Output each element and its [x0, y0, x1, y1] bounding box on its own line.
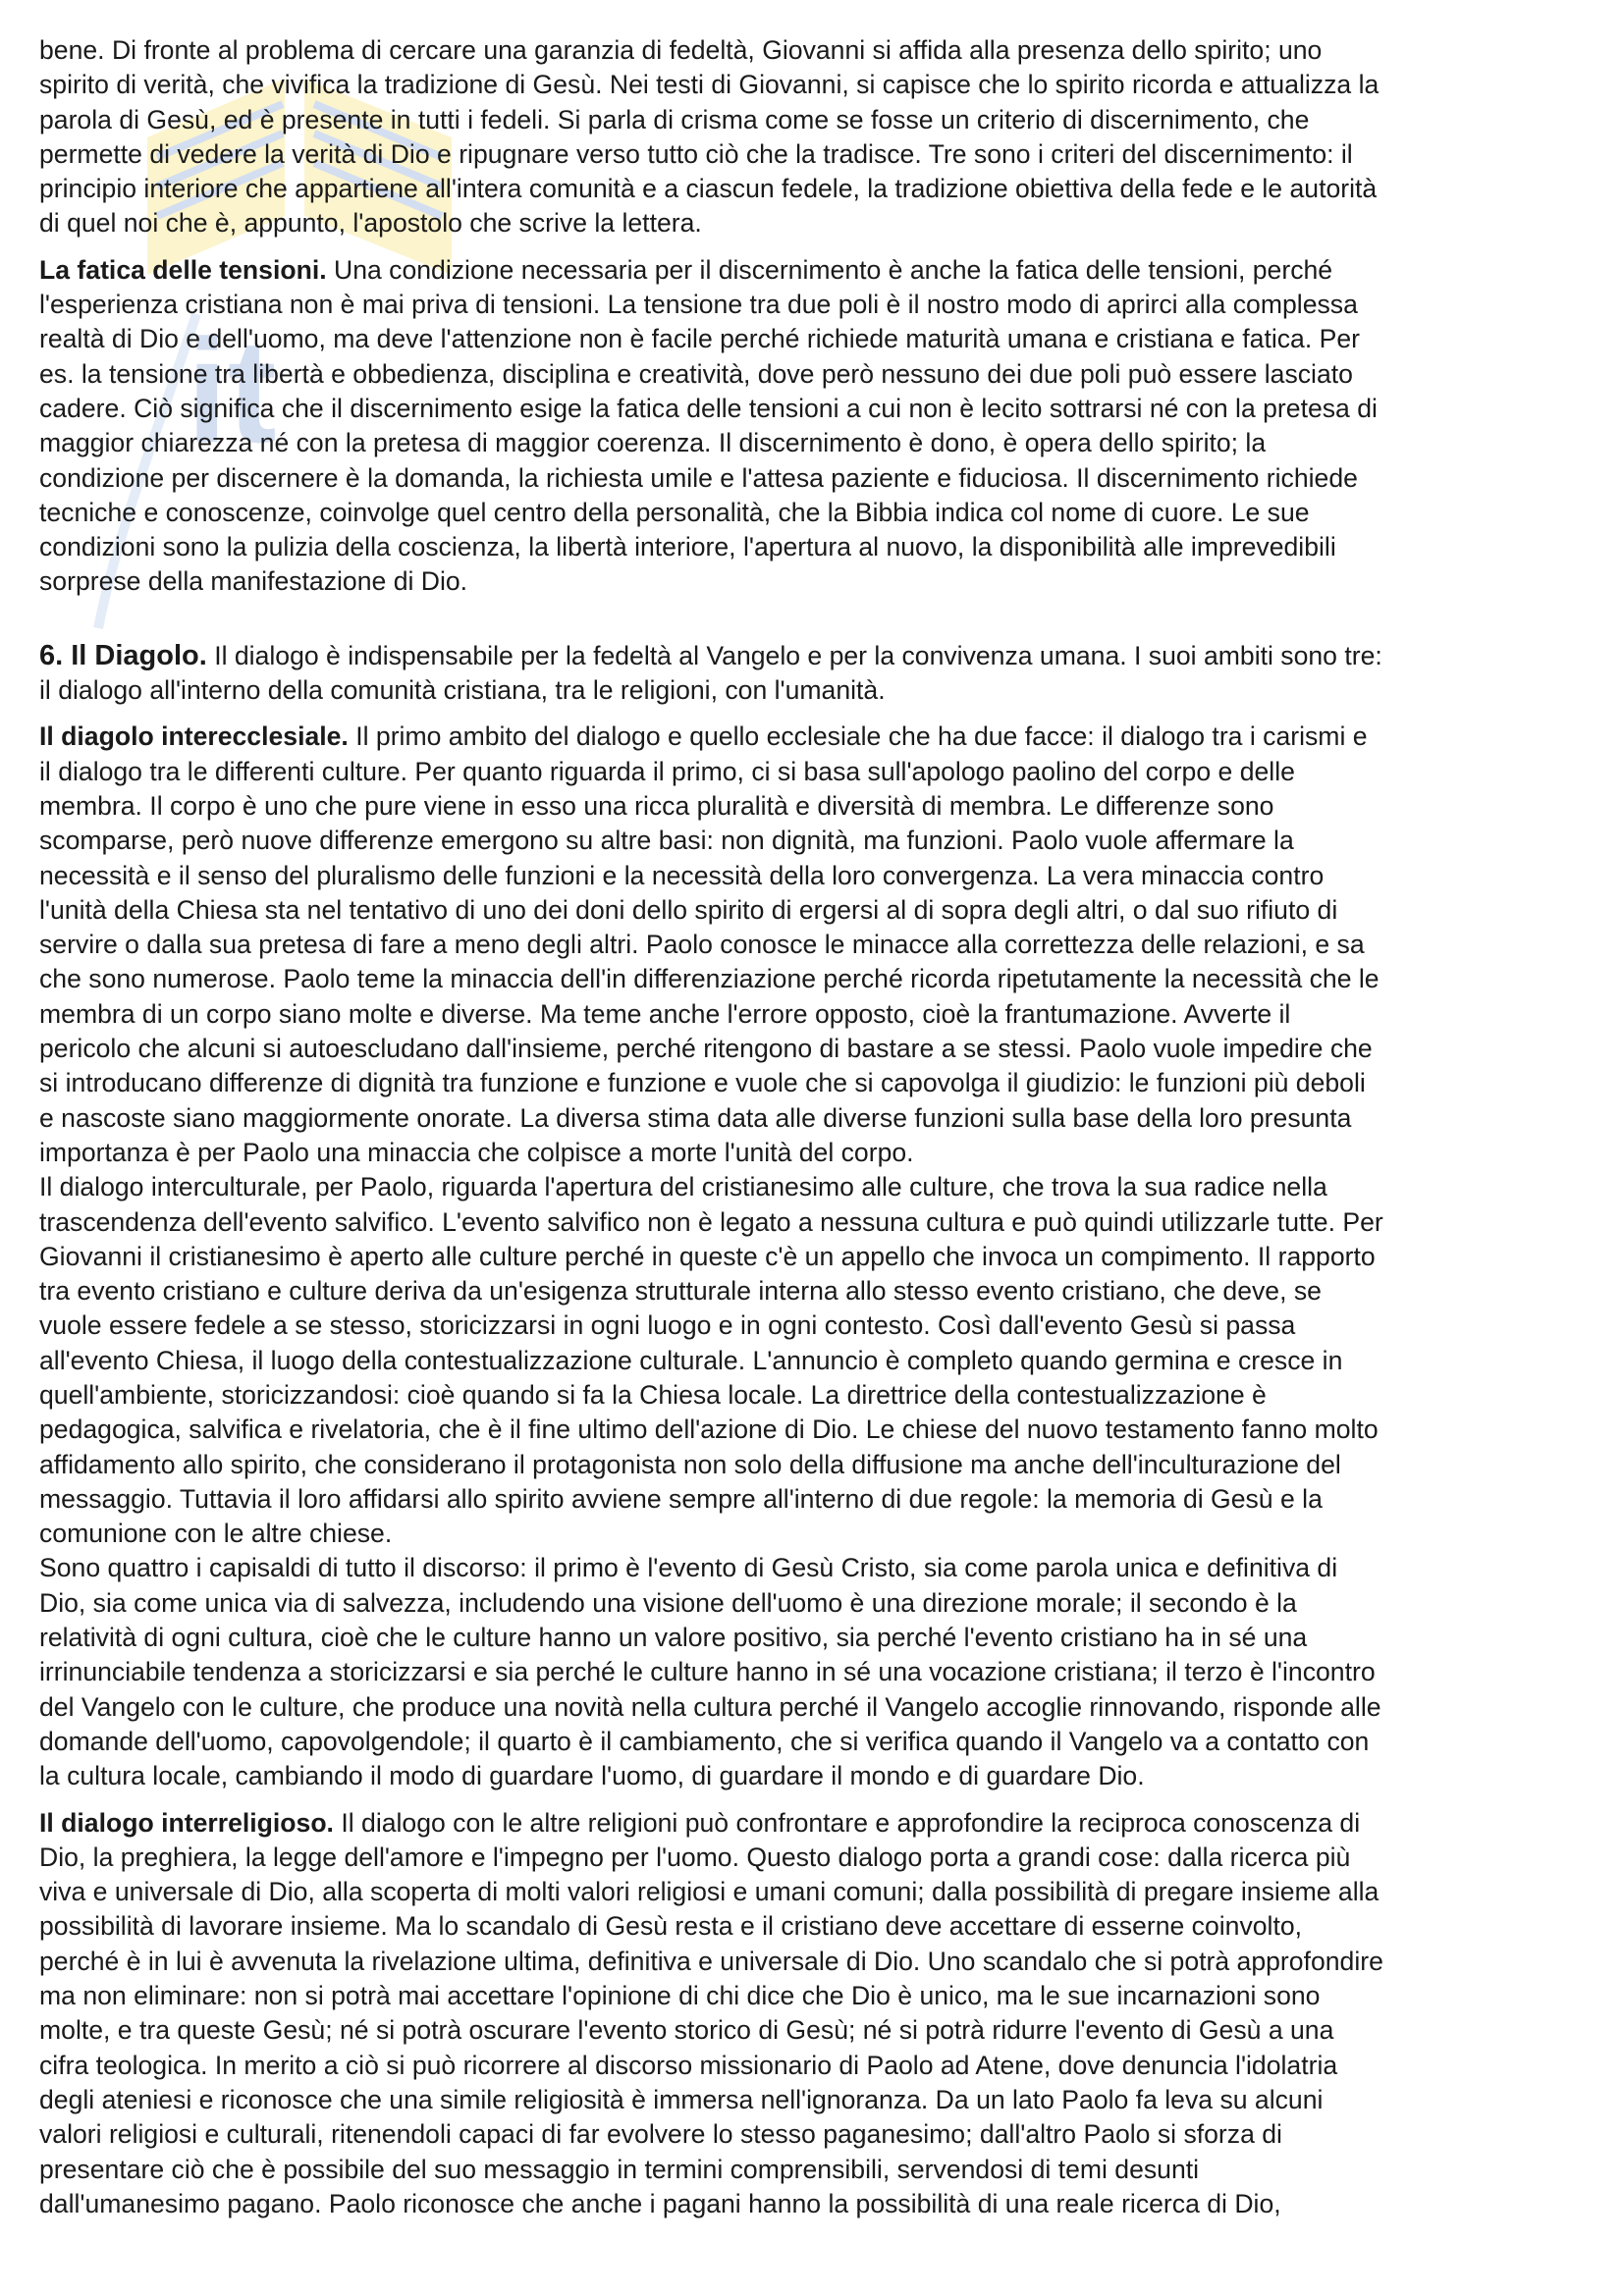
paragraph-text: Il dialogo interculturale, per Paolo, riguarda l'apertura del cristianesimo alle culture, che trova la sua radice nella trascendenza dell'evento salvifico. L'evento salvifico non è legato a nessuna cultura e può quindi utilizzarle tutte. Per Giovanni il cristianesimo è aperto alle culture perché in queste c'è un appello che invoca un compimento. Il rapporto tra evento cristiano e culture deriva da un'esigenza strutturale interna allo stesso evento cristiano, che deve, se vuole essere fedele a se stesso, storicizzarsi in ogni luogo e in ogni contesto. Così dall'evento Gesù si passa all'evento Chiesa, il luogo della contestualizzazione culturale. L'annuncio è completo quando germina e cresce in quell'ambiente, storicizzandosi: cioè quando si fa la Chiesa locale. La direttrice della contestualizzazione è pedagogica, salvifica e rivelatoria, che è il fine ultimo dell'azione di Dio. Le chiese del nuovo testamento fanno molto affidamento allo spirito, che considerano il protagonista non solo della diffusione ma anche dell'inculturazione del messaggio. Tuttavia il loro affidarsi allo spirito avviene sempre all'interno di due regole: la memoria di Gesù e la comunione con le altre chiese. — [39, 1172, 1383, 1549]
paragraph-heading: La fatica delle tensioni. — [39, 254, 327, 285]
document-page — [39, 33, 1593, 2221]
paragraph-discernment-spirit — [39, 33, 1593, 241]
paragraph-heading: Il diagolo interecclesiale. — [39, 721, 349, 752]
paragraph-text: Il primo ambito del dialogo e quello ecclesiale che ha due facce: il dialogo tra i carismi e il dialogo tra le differenti culture. Per quanto riguarda il primo, ci si basa sull'apologo paolino del corpo e delle membra. Il corpo è uno che pure viene in esso una ricca pluralità e diversità di membra. Le differenze sono scomparse, però nuove differenze emergono su altre basi: non dignità, ma funzioni. Paolo vuole affermare la necessità e il senso del pluralismo delle funzioni e la necessità della loro convergenza. La vera minaccia contro l'unità della Chiesa sta nel tentativo di uno dei doni dello spirito di ergersi al di sopra degli altri, o dal suo rifiuto di servire o dalla sua pretesa di fare a meno degli altri. Paolo conosce le minacce alla correttezza delle relazioni, e sa che sono numerose. Paolo teme la minaccia dell'in differenziazione perché ricorda ripetutamente la necessità che le membra di un corpo siano molte e diverse. Ma teme anche l'errore opposto, cioè la frantumazione. Avverte il pericolo che alcuni si autoescludano dall'insieme, perché ritengono di bastare a se stessi. Paolo vuole impedire che si introducano differenze di dignità tra funzione e funzione e vuole che si capovolga il giudizio: le funzioni più deboli e nascoste siano maggiormente onorate. La diversa stima data alle diverse funzioni sulla base della loro presunta importanza è per Paolo una minaccia che colpisce a morte l'unità del corpo. — [39, 721, 1380, 1167]
paragraph-diagolo-intereccle — [39, 720, 1593, 1170]
watermark-text: it — [187, 308, 277, 473]
paragraph-text: bene. Di fronte al problema di cercare una garanzia di fedeltà, Giovanni si affida alla presenza dello spirito; uno spirito di verità, che vivifica la tradizione di Gesù. Nei testi di Giovanni, si capisce che lo spirito ricorda e attualizza la parola di Gesù, ed è presente in tutti i fedeli. Si parla di crisma come se fosse un criterio di discernimento, che permette di vedere la verità di Dio e ripugnare verso tutto ciò che la tradisce. Tre sono i criteri del discernimento: il principio interiore che appartiene all'intera comunità e a ciascun fedele, la tradizione obiettiva della fede e le autorità di quel noi che è, appunto, l'apostolo che scrive la lettera. — [39, 35, 1380, 239]
paragraph-text: Sono quattro i capisaldi di tutto il discorso: il primo è l'evento di Gesù Cristo, sia come parola unica e definitiva di Dio, sia come unica via di salvezza, includendo una visione dell'uomo è una direzione morale; il secondo è la relatività di ogni cultura, cioè che le culture hanno un valore positivo, sia perché l'evento cristiano ha in sé una irrinunciabile tendenza a storicizzarsi e sia perché le culture hanno in sé una vocazione cristiana; il terzo è l'incontro del Vangelo con le culture, che produce una novità nella cultura perché il Vangelo accoglie rinnovando, risponde alle domande dell'uomo, capovolgendole; il quarto è il cambiamento, che si verifica quando il Vangelo va a contatto con la cultura locale, cambiando il modo di guardare l'uomo, di guardare il mondo e di guardare Dio. — [39, 1553, 1381, 1791]
paragraph-text: Il dialogo con le altre religioni può confrontare e approfondire la reciproca conoscenza di Dio, la preghiera, la legge dell'amore e l'impegno per l'uomo. Questo dialogo porta a grandi cose: dalla ricerca più viva e universale di Dio, alla scoperta di molti valori religiosi e umani comuni; dalla possibilità di pregare insieme alla possibilità di lavorare insieme. Ma lo scandalo di Gesù resta e il cristiano deve accettare di esserne coinvolto, perché è in lui è avvenuta la rivelazione ultima, definitiva e universale di Dio. Uno scandalo che si potrà approfondire ma non eliminare: non si potrà mai accettare l'opinione di chi dice che Dio è unico, ma le sue incarnazioni sono molte, e tra queste Gesù; né si potrà oscurare l'evento storico di Gesù; né si potrà ridurre l'evento di Gesù a una cifra teologica. In merito a ciò si può ricorrere al discorso missionario di Paolo ad Atene, dove denuncia l'idolatria degli ateniesi e riconosce che una simile religiosità è immersa nell'ignoranza. Da un lato Paolo fa leva su alcuni valori religiosi e culturali, ritenendoli capaci di far evolvere lo stesso paganesimo; dall'altro Paolo si sforza di presentare ciò che è possibile del suo messaggio in termini comprensibili, servendosi di temi desunti dall'umanesimo pagano. Paolo riconosce che anche i pagani hanno la possibilità di una reale ricerca di Dio, — [39, 1807, 1383, 2218]
paragraph-text: Il dialogo è indispensabile per la fedeltà al Vangelo e per la convivenza umana. I suoi ambiti sono tre: il dialogo all'interno della comunità cristiana, tra le religioni, con l'umanità. — [39, 640, 1382, 706]
paragraph-text: Una condizione necessaria per il discernimento è anche la fatica delle tensioni, perché l'esperienza cristiana non è mai priva di tensioni. La tensione tra due poli è il nostro modo di aprirci alla complessa realtà di Dio e dell'uomo, ma deve l'attenzione non è facile perché richiede maturità umana e cristiana e fatica. Per es. la tensione tra libertà e obbedienza, disciplina e creatività, dove però nessuno dei due poli può essere lasciato cadere. Ciò significa che il discernimento esige la fatica delle tensioni a cui non è lecito sottrarsi né con la pretesa di maggior chiarezza né con la pretesa di maggior coerenza. Il discernimento è dono, è opera dello spirito; la condizione per discernere è la domanda, la richiesta umile e l'attesa paziente e fiduciosa. Il discernimento richiede tecniche e conoscenze, coinvolge quel centro della personalità, che la Bibbia indica col nome di cuore. Le sue condizioni sono la pulizia della coscienza, la libertà interiore, l'apertura al nuovo, la disponibilità alle imprevedibili sorprese della manifestazione di Dio. — [39, 254, 1378, 597]
paragraph-fatica-tensioni — [39, 253, 1593, 600]
section-heading: 6. Il Diagolo. — [39, 639, 207, 671]
paragraph-capisaldi — [39, 1551, 1593, 1793]
paragraph-dialogo-interreligioso — [39, 1806, 1593, 2222]
paragraph-heading: Il dialogo interreligioso. — [39, 1807, 334, 1838]
paragraph-dialogo-interculturale — [39, 1170, 1593, 1551]
section-diagolo — [39, 639, 1593, 709]
